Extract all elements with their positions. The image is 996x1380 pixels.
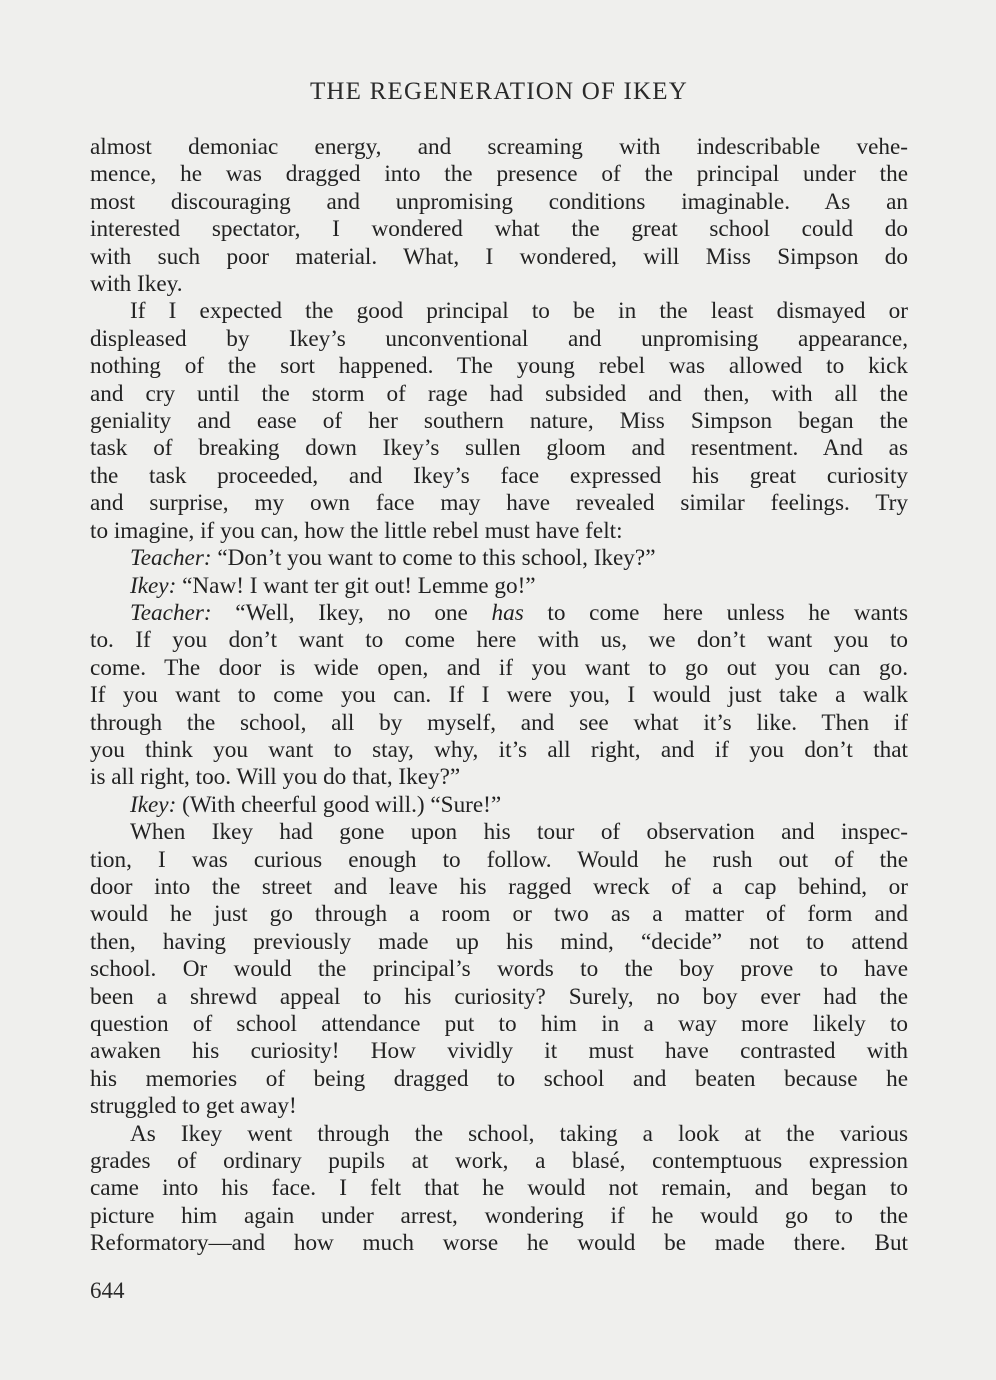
text-line: struggled to get away! xyxy=(90,1093,297,1120)
paragraph xyxy=(90,134,908,298)
speaker-label: Teacher: xyxy=(130,545,212,572)
dialogue-paragraph xyxy=(90,573,908,600)
dialogue-paragraph xyxy=(90,792,908,819)
text-line: When Ikey had gone upon his tour of observation and inspec- xyxy=(130,819,908,846)
text-line: question of school attendance put to him in a way more likely to xyxy=(90,1011,908,1037)
text-line: If you want to come you can. If I were you, I would just take a walk xyxy=(90,682,908,709)
text-line: tion, I was curious enough to follow. Would he rush out of the xyxy=(90,846,908,873)
text-line xyxy=(90,573,908,600)
dialogue-text: “Well, Ikey, no one xyxy=(211,599,492,626)
running-head: THE REGENERATION OF IKEY xyxy=(309,78,689,105)
text-line: and cry until the storm of rage had subsided and then, with all the xyxy=(90,380,908,407)
paragraph xyxy=(90,819,908,1120)
paragraph xyxy=(90,298,908,545)
text-line xyxy=(90,792,908,819)
text-line: been a shrewd appeal to his curiosity? Surely, no boy ever had the xyxy=(90,983,908,1010)
text-line xyxy=(90,545,908,572)
text-line: with such poor material. What, I wondered, will Miss Simpson do xyxy=(90,243,908,270)
dialogue-text: “Naw! I want ter git out! Lemme go!” xyxy=(176,572,536,599)
text-line: interested spectator, I wondered what the great school could do xyxy=(90,216,908,243)
speaker-label: Ikey: xyxy=(130,791,177,818)
text-line: through the school, all by myself, and see what it’s like. Then if xyxy=(90,709,908,736)
text-line: came into his face. I felt that he would not remain, and began to xyxy=(90,1175,908,1202)
dialogue-paragraph xyxy=(90,545,908,572)
text-line: If I expected the good principal to be in the least dismayed or xyxy=(130,298,908,325)
text-line: his memories of being dragged to school and beaten because he xyxy=(90,1065,908,1092)
text-line: awaken his curiosity! How vividly it must have contrasted with xyxy=(90,1038,908,1065)
dialogue-paragraph xyxy=(90,600,908,792)
text-line: As Ikey went through the school, taking a look at the various xyxy=(130,1120,908,1147)
text-line: displeased by Ikey’s unconventional and unpromising appearance, xyxy=(90,325,908,352)
text-line: to. If you don’t want to come here with us, we don’t want you to xyxy=(90,627,908,654)
text-line: task of breaking down Ikey’s sullen gloom and resentment. And as xyxy=(90,435,908,462)
text-line: the task proceeded, and Ikey’s face expressed his great curiosity xyxy=(90,462,908,489)
text-line: to imagine, if you can, how the little rebel must have felt: xyxy=(90,517,623,544)
text-line: with Ikey. xyxy=(90,271,183,298)
paragraph xyxy=(90,1121,908,1258)
text-line: grades of ordinary pupils at work, a blasé, contemptuous expression xyxy=(90,1148,908,1175)
body-text xyxy=(90,134,908,1258)
text-line: picture him again under arrest, wondering if he would go to the xyxy=(90,1202,908,1229)
emphasis-word: has xyxy=(491,599,524,626)
dialogue-text: to come here unless he wants xyxy=(523,599,909,626)
speaker-label: Teacher: xyxy=(130,599,212,626)
dialogue-text: “Don’t you want to come to this school, Ikey?” xyxy=(211,545,656,572)
dialogue-text: (With cheerful good will.) “Sure!” xyxy=(176,791,502,818)
text-line: you think you want to stay, why, it’s all right, and if you don’t that xyxy=(90,736,908,763)
text-line: Reformatory—and how much worse he would be made there. But xyxy=(90,1230,908,1257)
text-line: door into the street and leave his ragged wreck of a cap behind, or xyxy=(90,873,908,900)
text-line: geniality and ease of her southern nature, Miss Simpson began the xyxy=(90,408,908,435)
text-line: almost demoniac energy, and screaming with indescribable vehe- xyxy=(90,134,908,160)
text-line: would he just go through a room or two as a matter of form and xyxy=(90,901,908,928)
text-line: mence, he was dragged into the presence of the principal under the xyxy=(90,161,908,188)
text-line xyxy=(90,600,908,627)
text-line: come. The door is wide open, and if you want to go out you can go. xyxy=(90,654,908,681)
text-line: and surprise, my own face may have revealed similar feelings. Try xyxy=(90,490,908,517)
page-number: 644 xyxy=(90,1278,125,1303)
text-line: school. Or would the principal’s words to the boy prove to have xyxy=(90,956,908,983)
speaker-label: Ikey: xyxy=(130,572,177,599)
text-line: is all right, too. Will you do that, Ikey?” xyxy=(90,764,461,791)
text-line: then, having previously made up his mind, “decide” not to attend xyxy=(90,928,908,955)
text-line: most discouraging and unpromising conditions imaginable. As an xyxy=(90,188,908,215)
text-line: nothing of the sort happened. The young rebel was allowed to kick xyxy=(90,353,908,380)
